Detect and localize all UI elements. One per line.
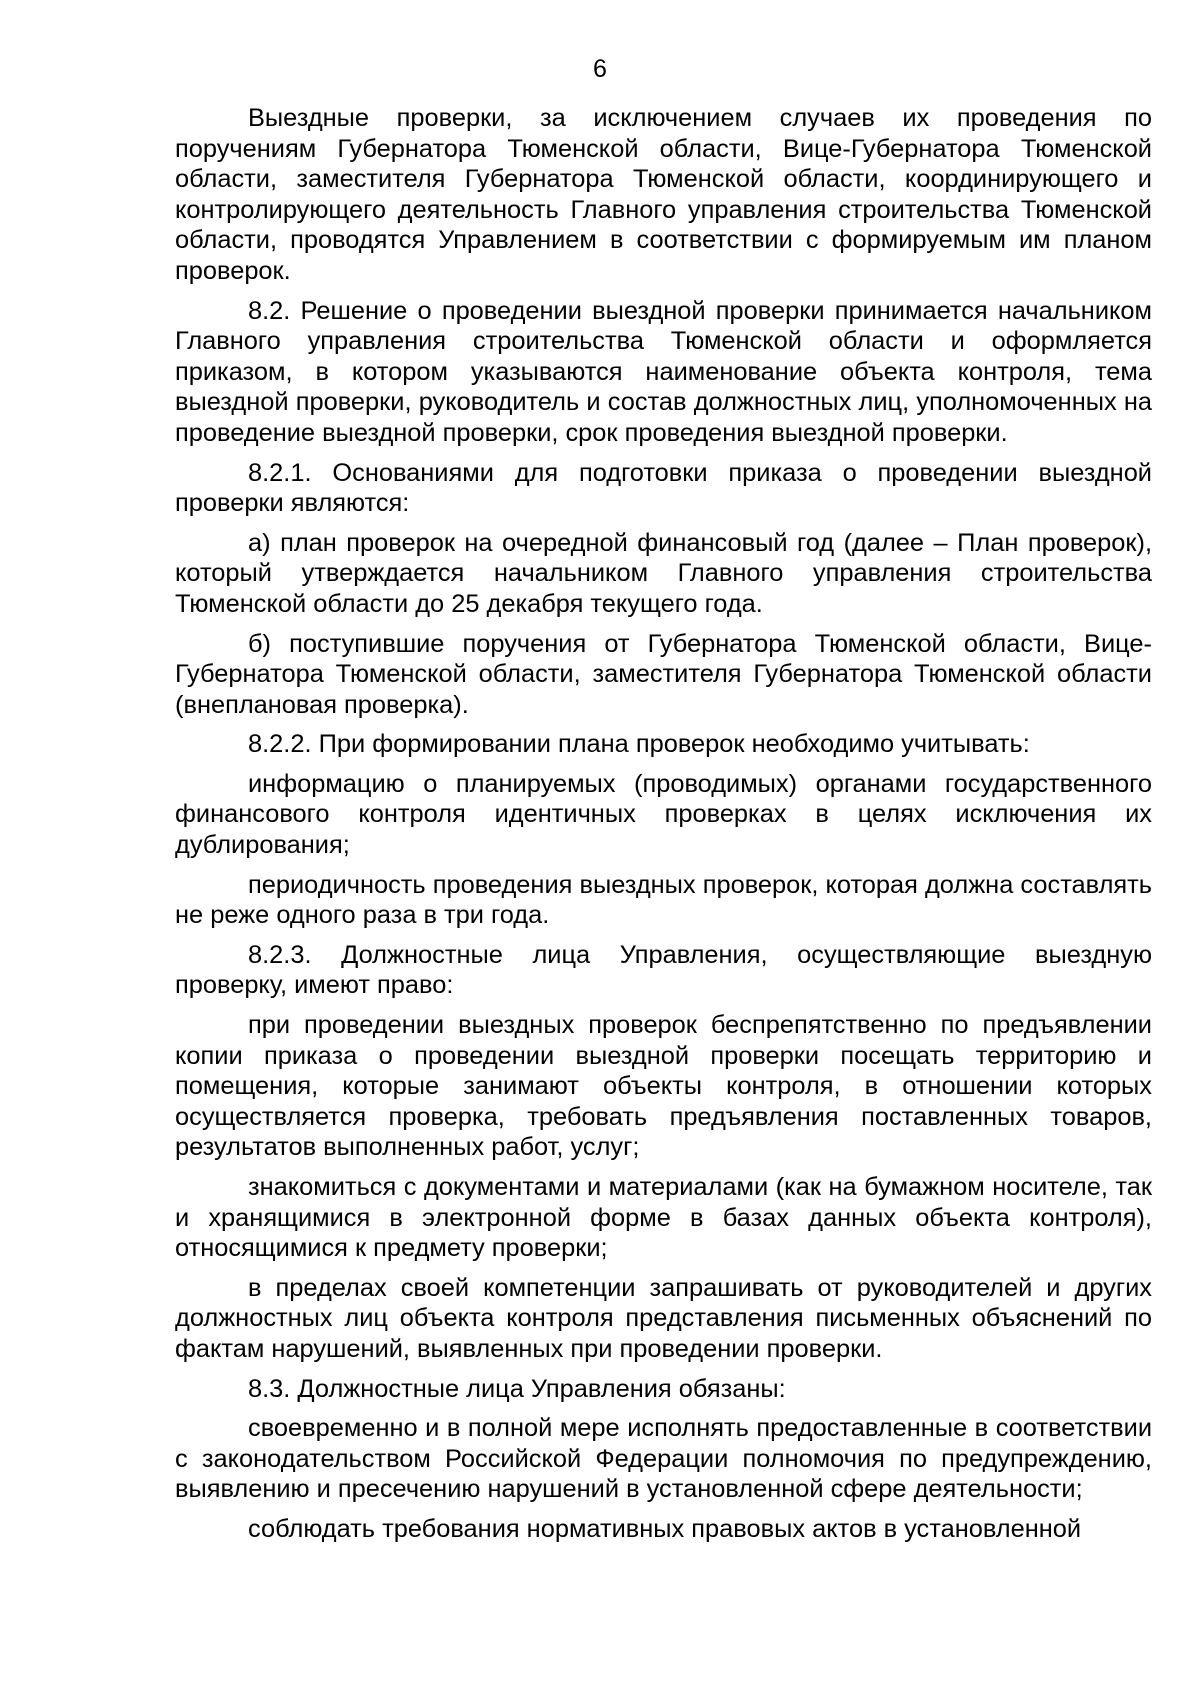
paragraph-field-inspections-intro: Выездные проверки, за исключением случаев их проведения по поручениям Губернатора Тюменской области, Вице-Губернатора Тюменской области, заместителя Губернатора Тюменской области, координирующего и контролирующего деятельность Главного управления строительства Тюменской области, проводятся Управлением в соответствии с формируемым им планом проверок.	[175, 104, 1152, 285]
paragraph-8-2-3-item-2: знакомиться с документами и материалами (как на бумажном носителе, так и хранящимися в электронной форме в базах данных объекта контроля), относящимися к предмету проверки;	[175, 1173, 1152, 1263]
page-number: 6	[593, 55, 607, 83]
paragraph-8-2-3: 8.2.3. Должностные лица Управления, осуществляющие выездную проверку, имеют право:	[175, 940, 1152, 1000]
paragraph-8-2-2-item-2: периодичность проведения выездных проверок, которая должна составлять не реже одного раза в три года.	[175, 870, 1152, 930]
paragraph-8-2-1-b: б) поступившие поручения от Губернатора Тюменской области, Вице-Губернатора Тюменской области, заместителя Губернатора Тюменской области (внеплановая проверка).	[175, 629, 1152, 719]
paragraph-8-3: 8.3. Должностные лица Управления обязаны:	[248, 1374, 786, 1403]
paragraph-8-2-2-item-1: информацию о планируемых (проводимых) органами государственного финансового контроля идентичных проверках в целях исключения их дублирования;	[175, 769, 1152, 860]
paragraph-8-2-1-a: а) план проверок на очередной финансовый год (далее – План проверок), который утверждается начальником Главного управления строительства Тюменской области до 25 декабря текущего года.	[175, 528, 1152, 618]
paragraph-8-2-1: 8.2.1. Основаниями для подготовки приказа о проведении выездной проверки являются:	[175, 458, 1152, 518]
paragraph-8-2: 8.2. Решение о проведении выездной проверки принимается начальником Главного управления строительства Тюменской области и оформляется приказом, в котором указываются наименование объекта контроля, тема выездной проверки, руководитель и состав должностных лиц, уполномоченных на проведение выездной проверки, срок проведения выездной проверки.	[175, 296, 1152, 447]
paragraph-8-2-3-item-3: в пределах своей компетенции запрашивать от руководителей и других должностных лиц объекта контроля представления письменных объяснений по фактам нарушений, выявленных при проведении проверки.	[175, 1273, 1152, 1363]
paragraph-8-3-item-1: своевременно и в полной мере исполнять предоставленные в соответствии с законодательством Российской Федерации полномочия по предупреждению, выявлению и пресечению нарушений в установленной сфере деятельности;	[175, 1414, 1152, 1504]
paragraph-8-3-item-2: соблюдать требования нормативных правовых актов в установленной	[248, 1514, 1082, 1543]
paragraph-8-2-2: 8.2.2. При формировании плана проверок необходимо учитывать:	[248, 730, 1030, 759]
document-body	[175, 103, 1152, 1545]
paragraph-8-2-3-item-1: при проведении выездных проверок беспрепятственно по предъявлении копии приказа о проведении выездной проверки посещать территорию и помещения, которые занимают объекты контроля, в отношении которых осуществляется проверка, требовать предъявления поставленных товаров, результатов выполненных работ, услуг;	[175, 1011, 1152, 1162]
